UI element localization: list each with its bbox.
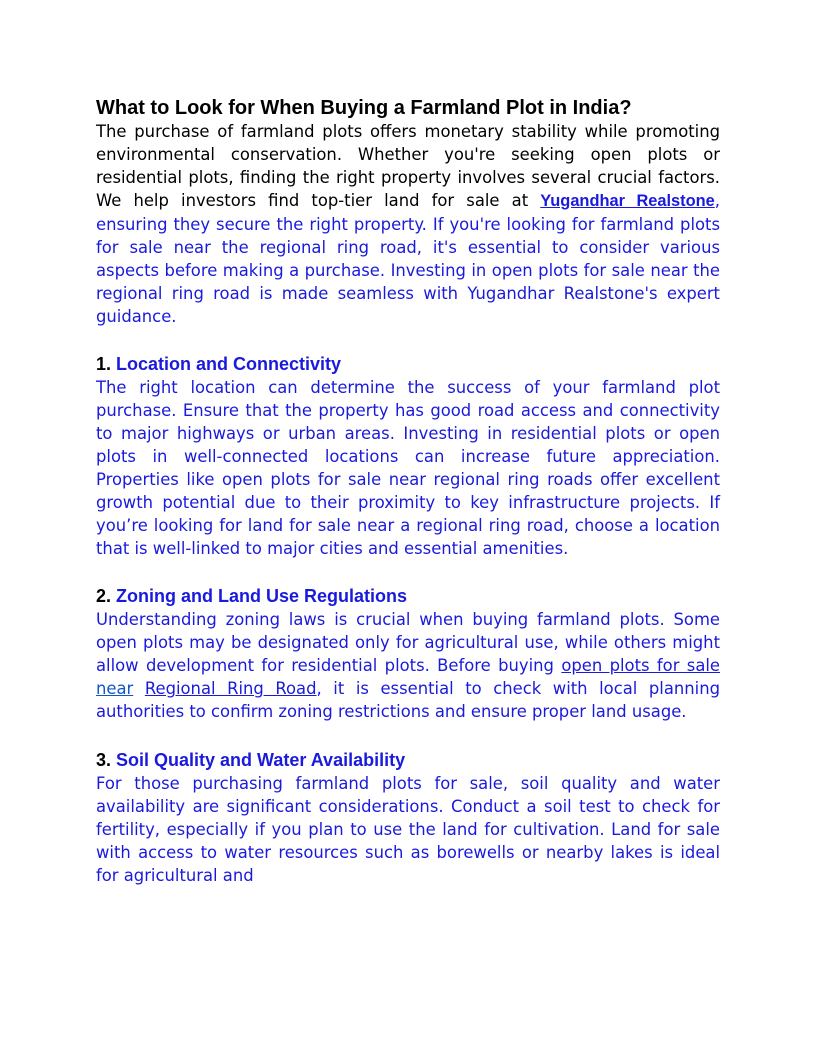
section-paragraph-location: The right location can determine the success of your farmland plot purchase. Ensure that the property has good road access and connectivity to major highways or urban areas. Investing in residential plots or open plots in well-connected locations can increase future appreciation. Properties like open plots for sale near regional ring roads offer excellent growth potential due to their proximity to key infrastructure projects. If you’re looking for land for sale near a regional ring road, choose a location that is well-linked to major cities and essential amenities. [96, 378, 720, 558]
section-title: Soil Quality and Water Availability [116, 750, 406, 770]
near-link[interactable]: near [96, 679, 134, 698]
section-heading-zoning [96, 584, 720, 608]
section-number: 1. [96, 354, 112, 374]
intro-text-continued: , ensuring they secure the right property. If you're looking for farmland plots for sale near the regional ring road, it's essential to consider various aspects before making a purchase. Investing in open plots for sale near the regional ring road is made seamless with Yugandhar Realstone's expert guidance. [96, 191, 720, 326]
regional-ring-road-link[interactable]: Regional Ring Road [144, 679, 317, 698]
section-title: Location and Connectivity [116, 354, 342, 374]
document-title: What to Look for When Buying a Farmland Plot in India? [96, 97, 632, 119]
section-heading-soil [96, 748, 720, 772]
intro-paragraph [96, 120, 720, 328]
zoning-text-continued: , it is essential to check with local planning authorities to confirm zoning restrictions and ensure proper land usage. [96, 679, 720, 721]
yugandhar-realstone-link[interactable]: Yugandhar Realstone [540, 192, 715, 210]
section-paragraph-zoning [96, 608, 720, 723]
section-title: Zoning and Land Use Regulations [116, 586, 408, 606]
section-heading-location [96, 352, 720, 376]
section-number: 3. [96, 750, 112, 770]
section-paragraph-soil: For those purchasing farmland plots for sale, soil quality and water availability are significant considerations. Conduct a soil test to check for fertility, especially if you plan to use the land for cultivation. Land for sale with access to water resources such as borewells or nearby lakes is ideal for agricultural and [96, 774, 720, 885]
intro-text: The purchase of farmland plots offers monetary stability while promoting environmental conservation. Whether you're seeking open plots or residential plots, finding the right property involves several crucial factors. We help investors find top-tier land for sale at [96, 122, 720, 210]
zoning-text: Understanding zoning laws is crucial when buying farmland plots. Some open plots may be designated only for agricultural use, while others might allow development for residential plots. Before buying [96, 610, 720, 675]
section-number: 2. [96, 586, 112, 606]
open-plots-for-sale-link[interactable]: open plots for sale [561, 656, 721, 675]
document-page [96, 96, 720, 887]
